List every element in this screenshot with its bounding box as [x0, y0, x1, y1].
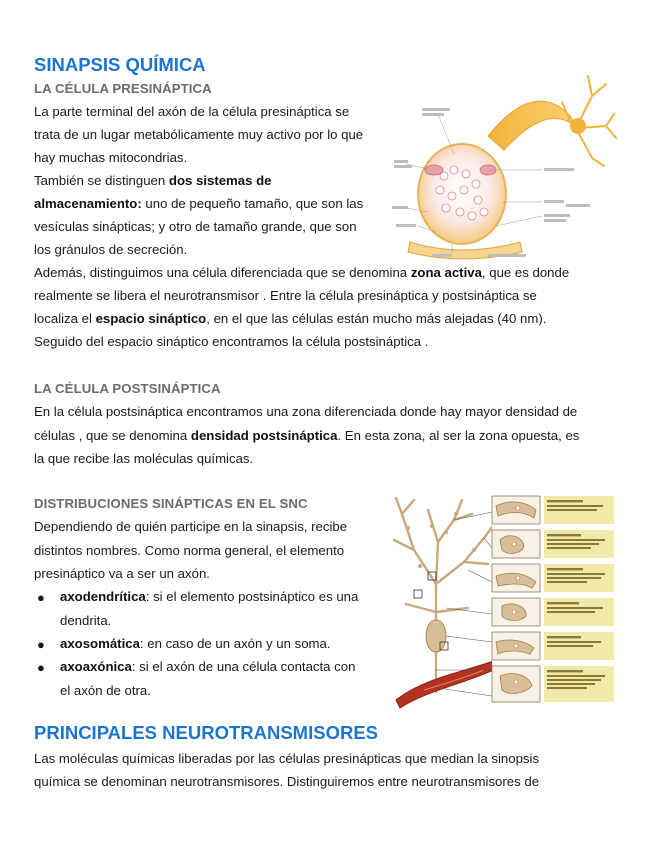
neurotransmitters-line-1: Las moléculas químicas liberadas por las células presinápticas que median la sinopsis	[34, 751, 540, 766]
text-run: : si el axón de una célula contacta con	[131, 659, 356, 674]
bullet-axosomatic	[60, 636, 331, 652]
text-run: Además, distinguimos una célula diferenciada que se denomina	[34, 265, 411, 280]
distributions-line-1: Dependiendo de quién participe en la sinapsis, recibe	[34, 519, 348, 534]
text-run: localiza el	[34, 311, 96, 326]
presynaptic-line-3: hay muchas mitocondrias.	[34, 150, 188, 165]
bold-term-axodendritic: axodendrítica	[60, 589, 146, 604]
presynaptic-terminal-illustration	[392, 66, 618, 262]
text-run: uno de pequeño tamaño, que son las	[141, 196, 364, 211]
section-heading-postsynaptic: LA CÉLULA POSTSINÁPTICA	[34, 381, 221, 396]
text-run: , en el que las células están mucho más alejadas (40 nm).	[206, 311, 547, 326]
presynaptic-line-1: La parte terminal del axón de la célula presináptica se	[34, 104, 350, 119]
postsynaptic-line-1: En la célula postsináptica encontramos una zona diferenciada donde hay mayor densidad de	[34, 404, 578, 419]
presynaptic-line-2: trata de un lugar metabólicamente muy activo por lo que	[34, 127, 364, 142]
presynaptic-terminal-figure	[392, 66, 618, 262]
text-run: También se distinguen	[34, 173, 169, 188]
bold-term-postsynaptic-density: densidad postsináptica	[190, 428, 338, 443]
presynaptic-line-11: Seguido del espacio sináptico encontramos la célula postsináptica .	[34, 334, 429, 349]
text-run: , que es donde	[481, 265, 570, 280]
synaptic-distributions-figure	[384, 492, 616, 710]
bullet-marker: ●	[37, 590, 45, 605]
bold-term-axoaxonic: axoaxónica	[60, 659, 132, 674]
presynaptic-line-6: vesículas sinápticas; y otro de tamaño grande, que son	[34, 219, 357, 234]
presynaptic-line-7: los gránulos de secreción.	[34, 242, 188, 257]
text-run: : si el elemento postsináptico es una	[145, 589, 359, 604]
section-heading-presynaptic: LA CÉLULA PRESINÁPTICA	[34, 81, 212, 96]
bold-term-axosomatic: axosomática	[60, 636, 140, 651]
presynaptic-line-4	[34, 173, 272, 189]
bold-term-synaptic-space: espacio sináptico	[95, 311, 207, 326]
postsynaptic-line-3: la que recibe las moléculas químicas.	[34, 451, 254, 466]
bullet-axoaxonic-continued: el axón de otra.	[60, 683, 151, 698]
synaptic-distributions-illustration	[384, 492, 616, 710]
distributions-line-2: distintos nombres. Como norma general, el elemento	[34, 543, 345, 558]
bullet-marker: ●	[37, 660, 45, 675]
neurotransmitters-line-2: química se denominan neurotransmisores. Distinguiremos entre neurotransmisores de	[34, 774, 540, 789]
bold-term-storage: almacenamiento:	[34, 196, 142, 211]
presynaptic-line-9: realmente se libera el neurotransmisor . Entre la célula presináptica y postsináptica se	[34, 288, 537, 303]
text-run: . En esta zona, al ser la zona opuesta, es	[337, 428, 580, 443]
bold-term-active-zone: zona activa	[410, 265, 482, 280]
presynaptic-line-10	[34, 311, 546, 327]
bullet-axodendritic-continued: dendrita.	[60, 613, 112, 628]
bullet-axodendritic	[60, 589, 358, 605]
section-heading-neurotransmitters: PRINCIPALES NEUROTRANSMISORES	[34, 722, 378, 743]
section-heading-distributions: DISTRIBUCIONES SINÁPTICAS EN EL SNC	[34, 496, 308, 511]
bullet-marker: ●	[37, 637, 45, 652]
bullet-axoaxonic	[60, 659, 355, 675]
postsynaptic-line-2	[34, 428, 579, 444]
page-title: SINAPSIS QUÍMICA	[34, 54, 206, 75]
presynaptic-line-8	[34, 265, 569, 281]
bold-term-storage-systems: dos sistemas de	[168, 173, 272, 188]
text-run: células , que se denomina	[34, 428, 191, 443]
distributions-line-3: presináptico va a ser un axón.	[34, 566, 210, 581]
text-run: : en caso de un axón y un soma.	[139, 636, 331, 651]
presynaptic-line-5	[34, 196, 363, 212]
